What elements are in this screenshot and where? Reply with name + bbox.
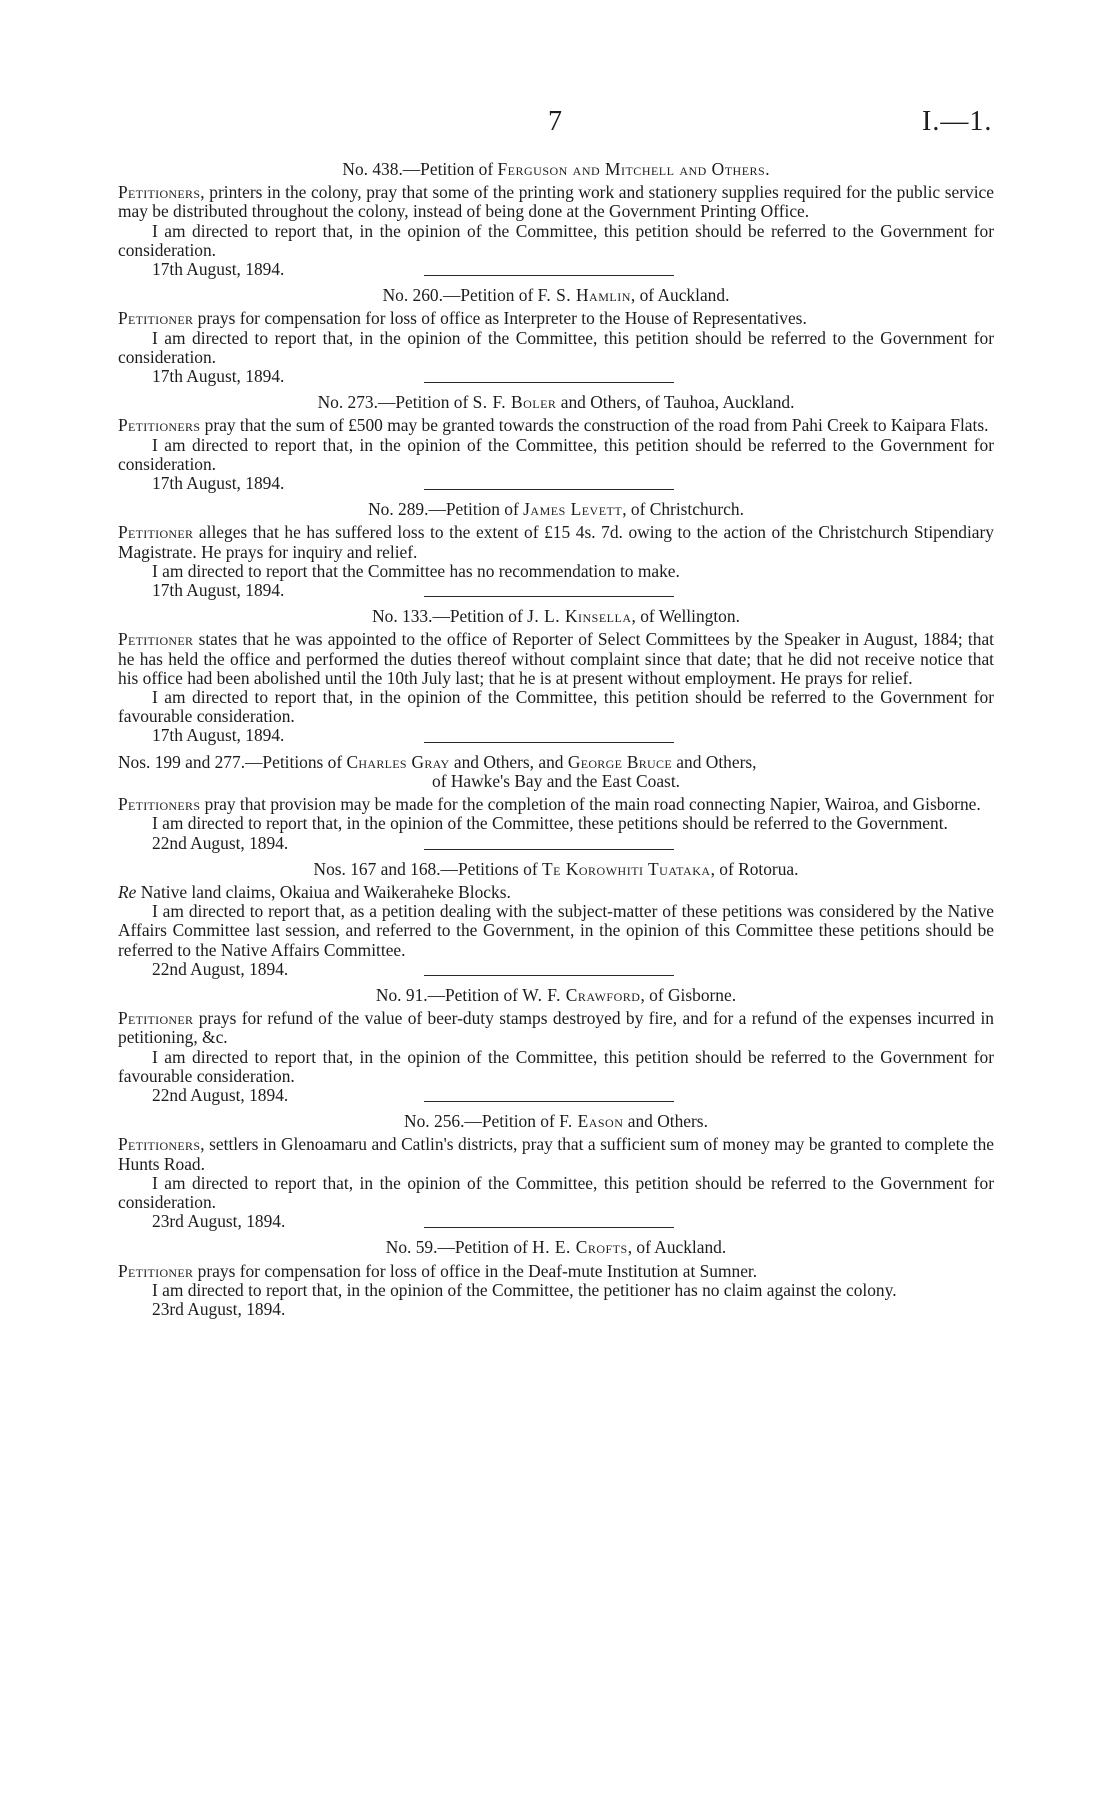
petition-title: No. 91.—Petition of W. F. Crawford, of Gisborne. <box>375 984 737 1005</box>
petition-133 <box>118 607 994 745</box>
report-date: 22nd August, 1894. <box>152 832 289 853</box>
petition-summary: Petitioner alleges that he has suffered loss to the extent of £15 4s. 7d. owing to the action of the Christchurch Stipendiary Magistrate. He prays for inquiry and relief. <box>118 522 994 562</box>
petition-273 <box>118 393 994 493</box>
petition-summary: Petitioner prays for compensation for loss of office as Interpreter to the House of Representatives. <box>118 308 807 329</box>
petition-title: No. 133.—Petition of J. L. Kinsella, of Wellington. <box>372 606 740 627</box>
committee-report: I am directed to report that, in the opinion of the Committee, this petition should be referred to the Government for favourable consideration. <box>118 1046 994 1086</box>
petition-title-line2: of Hawke's Bay and the East Coast. <box>432 770 680 791</box>
committee-report: I am directed to report that, in the opinion of the Committee, this petition should be referred to the Government for consideration. <box>118 1172 994 1212</box>
petition-260 <box>118 286 994 386</box>
section-divider <box>424 275 674 276</box>
page-number: 7 <box>548 106 562 137</box>
petition-256 <box>118 1112 994 1231</box>
committee-report: I am directed to report that, as a petition dealing with the subject-matter of these petitions was considered by the Native Affairs Committee last session, and referred to the Government, in the opinion of this Committee these petitions should be referred to the Native Affairs Committee. <box>118 901 994 960</box>
petition-title: No. 256.—Petition of F. Eason and Others. <box>404 1111 708 1132</box>
petition-summary: Petitioners pray that provision may be made for the completion of the main road connecting Napier, Wairoa, and Gisborne. <box>118 794 981 815</box>
petition-167-168 <box>118 860 994 979</box>
petition-title: No. 438.—Petition of Ferguson and Mitchell and Others. <box>342 159 770 179</box>
section-divider <box>424 742 674 743</box>
petition-title: No. 260.—Petition of F. S. Hamlin, of Auckland. <box>382 285 730 306</box>
petition-title: No. 59.—Petition of H. E. Crofts, of Auckland. <box>385 1237 727 1258</box>
petition-summary: Petitioner prays for compensation for loss of office in the Deaf-mute Institution at Sumner. <box>118 1260 758 1281</box>
petitions-body <box>118 160 994 1326</box>
section-divider <box>424 1227 674 1228</box>
section-divider <box>424 382 674 383</box>
petition-summary: Petitioners, printers in the colony, pray that some of the printing work and stationery supplies required for the public service may be distributed throughout the colony, instead of being done at the Government Printing Office. <box>118 182 994 222</box>
report-date: 23rd August, 1894. <box>152 1211 286 1232</box>
petition-summary: Petitioner prays for refund of the value of beer-duty stamps destroyed by fire, and for a refund of the expenses incurred in petitioning, &c. <box>118 1008 994 1048</box>
committee-report: I am directed to report that, in the opinion of the Committee, this petition should be referred to the Government for consideration. <box>118 434 994 474</box>
committee-report: I am directed to report that, in the opinion of the Committee, the petitioner has no claim against the colony. <box>152 1279 897 1300</box>
petition-59 <box>118 1238 994 1319</box>
report-date: 17th August, 1894. <box>152 473 285 494</box>
petition-438 <box>118 160 994 279</box>
petition-summary: Petitioner states that he was appointed to the office of Reporter of Select Committees by the Speaker in August, 1884; that he has held the office and performed the duties thereof without complaint since that date; that he did not receive notice that his office had been abolished until the 10th July last; that he is at present without employment. He prays for relief. <box>118 629 994 688</box>
petition-289 <box>118 500 994 600</box>
committee-report: I am directed to report that, in the opinion of the Committee, these petitions should be referred to the Government. <box>152 813 948 834</box>
petition-title: No. 289.—Petition of James Levett, of Christchurch. <box>368 499 744 520</box>
report-date: 17th August, 1894. <box>152 725 285 746</box>
report-date: 17th August, 1894. <box>152 580 285 601</box>
report-date: 23rd August, 1894. <box>152 1298 286 1319</box>
section-divider <box>424 596 674 597</box>
committee-report: I am directed to report that the Committee has no recommendation to make. <box>152 560 680 581</box>
report-date: 22nd August, 1894. <box>152 958 289 979</box>
petition-199-277 <box>118 753 994 853</box>
section-divider <box>424 849 674 850</box>
petition-91 <box>118 986 994 1105</box>
petition-summary: Petitioners pray that the sum of £500 may be granted towards the construction of the road from Pahi Creek to Kaipara Flats. <box>118 415 989 436</box>
committee-report: I am directed to report that, in the opinion of the Committee, this petition should be referred to the Government for consideration. <box>118 220 994 260</box>
petition-title: Nos. 167 and 168.—Petitions of Te Korowhiti Tuataka, of Rotorua. <box>313 858 799 879</box>
section-divider <box>424 975 674 976</box>
report-date: 17th August, 1894. <box>152 366 285 387</box>
petition-title: Nos. 199 and 277.—Petitions of Charles Gray and Others, and George Bruce and Others, <box>118 751 757 772</box>
section-divider <box>424 1101 674 1102</box>
section-divider <box>424 489 674 490</box>
committee-report: I am directed to report that, in the opinion of the Committee, this petition should be referred to the Government for consideration. <box>118 327 994 367</box>
report-date: 17th August, 1894. <box>152 259 285 280</box>
document-code: I.—1. <box>922 106 993 137</box>
petition-summary: Petitioners, settlers in Glenoamaru and Catlin's districts, pray that a sufficient sum of money may be granted to complete the Hunts Road. <box>118 1134 994 1174</box>
committee-report: I am directed to report that, in the opinion of the Committee, this petition should be referred to the Government for favourable consideration. <box>118 687 994 727</box>
petition-summary: Re Native land claims, Okaiua and Waikeraheke Blocks. <box>118 881 511 902</box>
petition-title: No. 273.—Petition of S. F. Boler and Others, of Tauhoa, Auckland. <box>317 392 795 413</box>
report-date: 22nd August, 1894. <box>152 1084 289 1105</box>
